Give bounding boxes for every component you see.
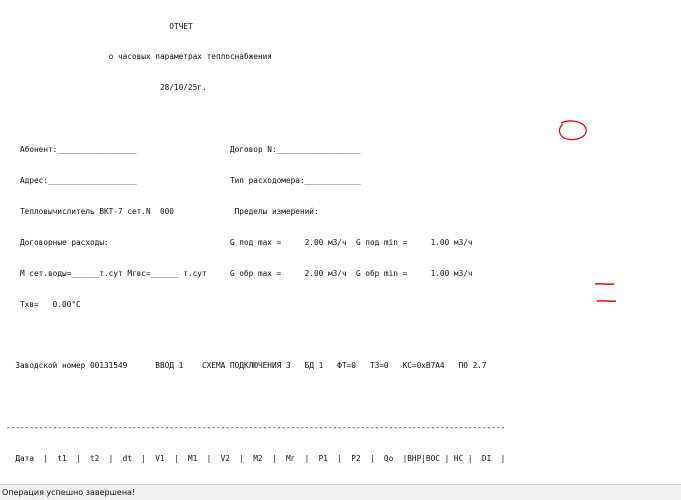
info-calculator: Тепловычислитель ВКТ-7 сет.N 000 Пределы измерений:	[6, 206, 319, 216]
table-header-names: Дата | t1 | t2 | dt | V1 | M1 | V2 | M2 | Мг | P1 | P2 | Qo |ВНР|ВОС | НС | DI |	[6, 454, 506, 464]
info-abonent: Абонент:_________________ Договор N:__________________	[6, 145, 361, 155]
di-circle-annotation	[556, 120, 590, 142]
report-title: ОТЧЕТ	[6, 21, 193, 31]
row-underline-annotation	[596, 298, 618, 304]
blank-line	[6, 331, 510, 341]
table-rule: -----------------------------------------------------------------------------------------------------------	[6, 423, 506, 433]
row-underline-annotation	[594, 281, 616, 287]
report-text	[6, 1, 510, 484]
device-info-line: Заводской номер 00131549 ВВОД 1 СХЕМА ПОДКЛЮЧЕНИЯ 3 БД 1 ФТ=0 ТЗ=0 КС=0хВ7А4 ПО 2.7	[6, 361, 487, 371]
blank-line	[6, 114, 510, 124]
report-subtitle: о часовых параметрах теплоснабжения	[6, 52, 272, 62]
info-cold-water-temp: Тхв= 0.00°C	[6, 299, 81, 309]
status-bar	[0, 484, 681, 500]
info-network-water: М сет.воды=______т.сут Мгвс=______ т.сут G обр max = 2.00 м3/ч G обр min = 1.00 м3/ч	[6, 268, 473, 278]
status-message: Операция успешно завершена!	[2, 488, 136, 497]
report-date: 28/10/25г.	[6, 83, 207, 93]
info-contract-flows: Договорные расходы: G под max = 2.00 м3/ч G под min = 1.00 м3/ч	[6, 237, 473, 247]
info-address: Адрес:___________________ Тип расходомера:____________	[6, 176, 361, 186]
blank-line	[6, 392, 510, 402]
